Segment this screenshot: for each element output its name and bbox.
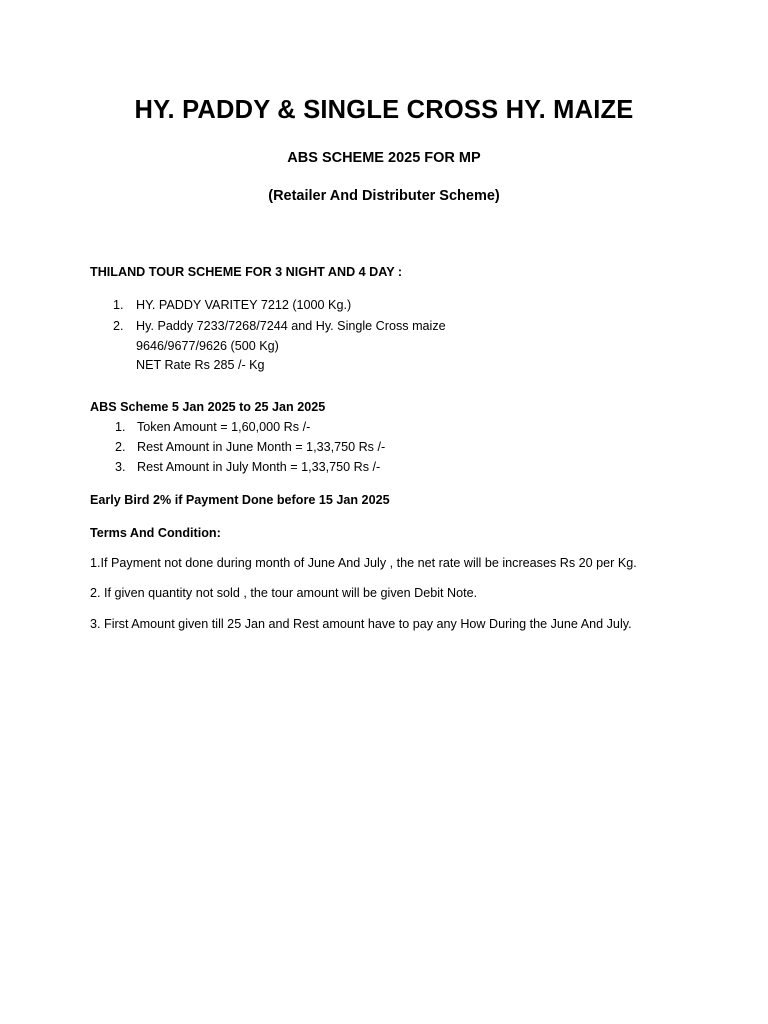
tour-item-number: 1. (113, 298, 124, 312)
abs-item-number: 3. (115, 460, 126, 474)
abs-item-number: 1. (115, 420, 126, 434)
terms-item: 2. If given quantity not sold , the tour amount will be given Debit Note. (90, 586, 478, 600)
tour-item-number: 2. (113, 319, 124, 333)
abs-item-text: Rest Amount in July Month = 1,33,750 Rs /- (137, 460, 381, 474)
abs-scheme-heading: ABS Scheme 5 Jan 2025 to 25 Jan 2025 (90, 400, 326, 414)
terms-heading: Terms And Condition: (90, 526, 221, 540)
abs-item-text: Token Amount = 1,60,000 Rs /- (137, 420, 311, 434)
abs-item-text: Rest Amount in June Month = 1,33,750 Rs /- (137, 440, 386, 454)
abs-item-number: 2. (115, 440, 126, 454)
terms-item: 3. First Amount given till 25 Jan and Rest amount have to pay any How During the June And July. (90, 617, 632, 631)
scheme-audience: (Retailer And Distributer Scheme) (268, 188, 500, 204)
scheme-subtitle: ABS SCHEME 2025 FOR MP (287, 150, 481, 166)
net-rate-text: NET Rate Rs 285 /- Kg (136, 358, 265, 372)
early-bird-note: Early Bird 2% if Payment Done before 15 Jan 2025 (90, 493, 390, 507)
tour-item-text: Hy. Paddy 7233/7268/7244 and Hy. Single Cross maize (136, 319, 446, 333)
tour-item-text: 9646/9677/9626 (500 Kg) (136, 339, 279, 353)
document-title: HY. PADDY & SINGLE CROSS HY. MAIZE (134, 96, 634, 124)
terms-item: 1.If Payment not done during month of June And July , the net rate will be increases Rs 20 per Kg. (90, 556, 637, 570)
tour-item-text: HY. PADDY VARITEY 7212 (1000 Kg.) (136, 298, 352, 312)
tour-scheme-heading: THILAND TOUR SCHEME FOR 3 NIGHT AND 4 DAY : (90, 265, 403, 279)
